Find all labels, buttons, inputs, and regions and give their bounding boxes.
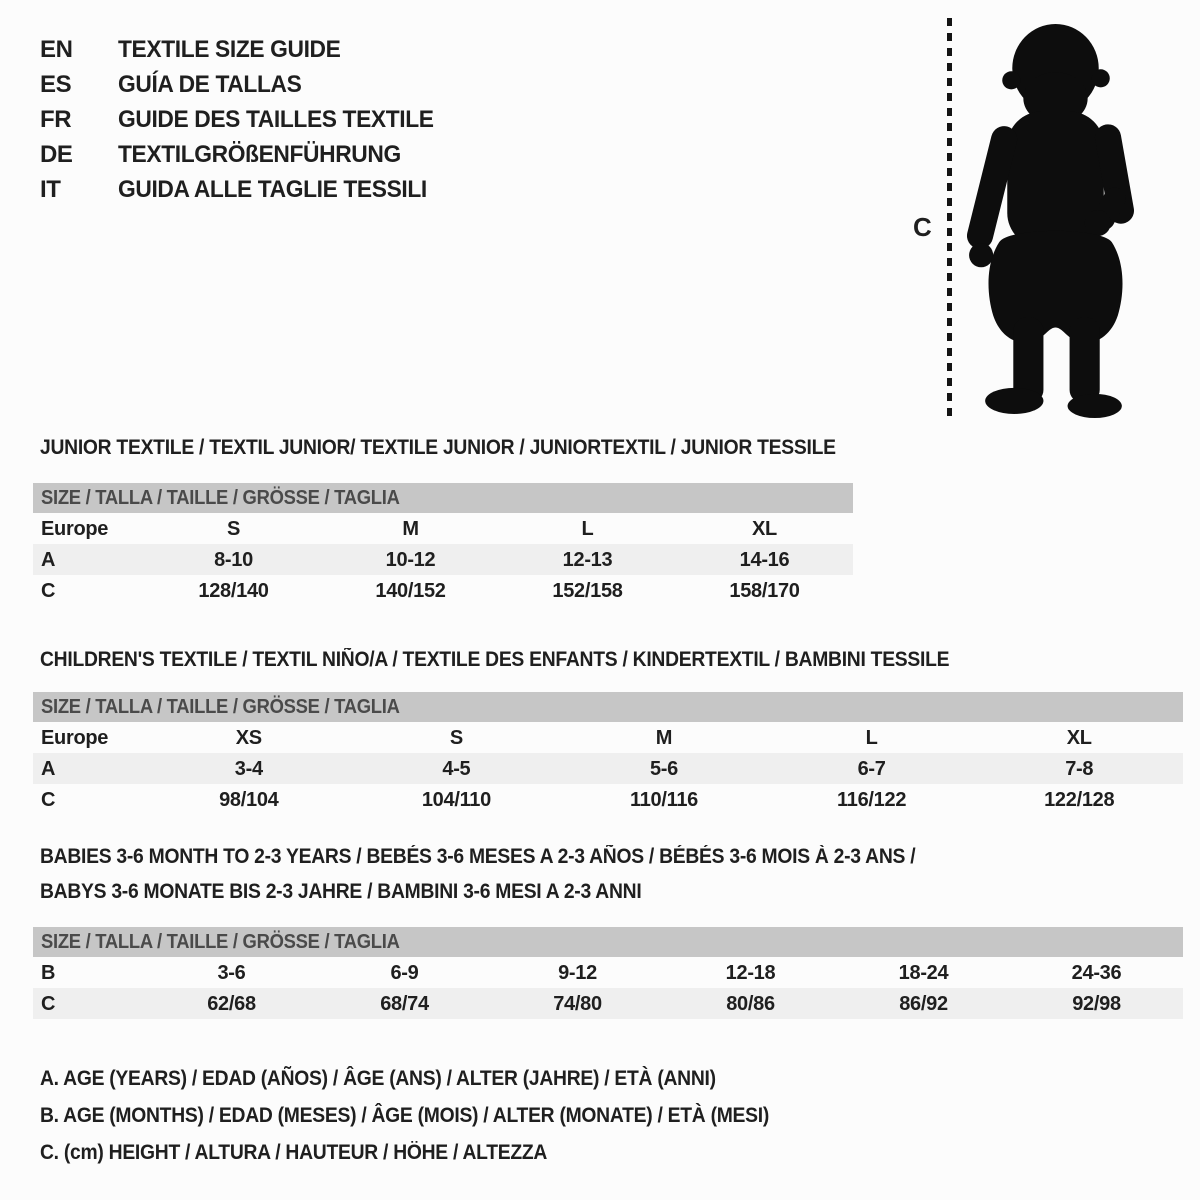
size-cell: 18-24 bbox=[898, 962, 949, 984]
size-cell: M bbox=[402, 518, 419, 540]
toddler-silhouette-icon bbox=[967, 16, 1142, 418]
size-cell: 3-6 bbox=[217, 962, 246, 984]
legend-line-age-months bbox=[40, 1097, 832, 1134]
junior-section-title bbox=[40, 436, 905, 460]
size-table-row-europe bbox=[33, 722, 1183, 753]
babies-section-title-line2-text: BABYS 3-6 MONATE BIS 2-3 JAHRE / BAMBINI 3-6 MESI A 2-3 ANNI bbox=[40, 880, 642, 903]
language-title-block bbox=[40, 32, 450, 207]
size-cell: 128/140 bbox=[198, 580, 269, 602]
size-table-row-c bbox=[33, 988, 1183, 1019]
size-cell: 62/68 bbox=[207, 993, 256, 1015]
size-cell: XL bbox=[1066, 727, 1092, 749]
size-cell: 122/128 bbox=[1044, 789, 1115, 811]
babies-size-table bbox=[33, 927, 1183, 1019]
lang-code: ES bbox=[40, 70, 72, 98]
row-label: C bbox=[41, 580, 56, 602]
size-cell: 14-16 bbox=[739, 549, 790, 571]
size-cell: 6-9 bbox=[390, 962, 419, 984]
babies-section-title-line1-text: BABIES 3-6 MONTH TO 2-3 YEARS / BEBÉS 3-6 MESES A 2-3 AÑOS / BÉBÉS 3-6 MOIS À 2-3 ANS / bbox=[40, 845, 916, 868]
junior-section-title-text: JUNIOR TEXTILE / TEXTIL JUNIOR/ TEXTILE JUNIOR / JUNIORTEXTIL / JUNIOR TESSILE bbox=[40, 436, 836, 459]
legend-line-age-years bbox=[40, 1060, 832, 1097]
row-label: B bbox=[41, 962, 56, 984]
lang-code: EN bbox=[40, 35, 73, 63]
size-cell: 24-36 bbox=[1071, 962, 1122, 984]
size-cell: 152/158 bbox=[552, 580, 623, 602]
size-cell: S bbox=[226, 518, 241, 540]
legend-height-text: C. (cm) HEIGHT / ALTURA / HAUTEUR / HÖHE / ALTEZZA bbox=[40, 1141, 548, 1164]
lang-code: IT bbox=[40, 175, 61, 203]
size-cell: 12-13 bbox=[562, 549, 613, 571]
children-section-title bbox=[40, 648, 1028, 672]
size-table-row-a bbox=[33, 753, 1183, 784]
row-label: C bbox=[41, 789, 56, 811]
size-cell: 158/170 bbox=[729, 580, 800, 602]
size-cell: 110/116 bbox=[629, 789, 698, 811]
legend-block bbox=[40, 1060, 832, 1171]
size-cell: 74/80 bbox=[553, 993, 602, 1015]
row-label: Europe bbox=[41, 518, 109, 540]
size-cell: 8-10 bbox=[214, 549, 253, 571]
size-table-header-text: SIZE / TALLA / TAILLE / GRÖSSE / TAGLIA bbox=[41, 931, 400, 953]
lang-row-fr bbox=[40, 102, 450, 137]
size-cell: 104/110 bbox=[421, 789, 491, 811]
size-table-header bbox=[33, 692, 1183, 722]
size-cell: 4-5 bbox=[442, 758, 471, 780]
size-table-row-europe bbox=[33, 513, 853, 544]
size-table-header bbox=[33, 927, 1183, 957]
legend-age-months-text: B. AGE (MONTHS) / EDAD (MESES) / ÂGE (MOIS) / ALTER (MONATE) / ETÀ (MESI) bbox=[40, 1104, 770, 1127]
size-cell: 7-8 bbox=[1065, 758, 1094, 780]
size-cell: 86/92 bbox=[899, 993, 948, 1015]
size-cell: XL bbox=[752, 518, 777, 540]
guide-title-it: GUIDA ALLE TAGLIE TESSILI bbox=[118, 175, 427, 203]
size-table-row-c bbox=[33, 784, 1183, 815]
height-figure bbox=[895, 12, 1165, 422]
height-label: C bbox=[913, 212, 932, 242]
size-cell: 68/74 bbox=[380, 993, 429, 1015]
lang-row-es bbox=[40, 67, 450, 102]
size-cell: S bbox=[449, 727, 463, 749]
size-table-row-b bbox=[33, 957, 1183, 988]
size-table-row-c bbox=[33, 575, 853, 606]
legend-age-years-text: A. AGE (YEARS) / EDAD (AÑOS) / ÂGE (ANS) / ALTER (JAHRE) / ETÀ (ANNI) bbox=[40, 1067, 716, 1090]
size-cell: L bbox=[581, 518, 594, 540]
lang-row-de bbox=[40, 137, 450, 172]
size-cell: 5-6 bbox=[649, 758, 678, 780]
size-cell: 3-4 bbox=[234, 758, 263, 780]
size-table-header-text: SIZE / TALLA / TAILLE / GRÖSSE / TAGLIA bbox=[41, 696, 400, 718]
size-cell: 6-7 bbox=[857, 758, 886, 780]
size-cell: 140/152 bbox=[375, 580, 446, 602]
height-dashed-line bbox=[947, 18, 952, 418]
legend-line-height bbox=[40, 1134, 832, 1171]
size-cell: 92/98 bbox=[1072, 993, 1121, 1015]
size-cell: 98/104 bbox=[219, 789, 279, 811]
size-cell: 116/122 bbox=[837, 789, 907, 811]
lang-code: DE bbox=[40, 140, 73, 168]
size-cell: 10-12 bbox=[385, 549, 436, 571]
lang-row-en bbox=[40, 32, 450, 67]
size-table-header-text: SIZE / TALLA / TAILLE / GRÖSSE / TAGLIA bbox=[41, 487, 400, 509]
guide-title-fr: GUIDE DES TAILLES TEXTILE bbox=[118, 105, 434, 133]
row-label: A bbox=[41, 549, 56, 571]
babies-section-title-line2 bbox=[40, 880, 694, 904]
lang-row-it bbox=[40, 172, 450, 207]
junior-size-table bbox=[33, 483, 853, 606]
babies-section-title-line1 bbox=[40, 845, 991, 869]
children-section-title-text: CHILDREN'S TEXTILE / TEXTIL NIÑO/A / TEXTILE DES ENFANTS / KINDERTEXTIL / BAMBINI TESSILE bbox=[40, 648, 950, 671]
row-label: Europe bbox=[41, 727, 109, 749]
children-size-table bbox=[33, 692, 1183, 815]
size-table-header bbox=[33, 483, 853, 513]
row-label: A bbox=[41, 758, 56, 780]
guide-title-de: TEXTILGRÖßENFÜHRUNG bbox=[118, 140, 401, 168]
size-cell: M bbox=[655, 727, 673, 749]
guide-title-en: TEXTILE SIZE GUIDE bbox=[118, 35, 341, 63]
row-label: C bbox=[41, 993, 56, 1015]
size-cell: 12-18 bbox=[725, 962, 776, 984]
size-cell: 80/86 bbox=[726, 993, 775, 1015]
lang-code: FR bbox=[40, 105, 72, 133]
guide-title-es: GUÍA DE TALLAS bbox=[118, 70, 302, 98]
size-cell: XS bbox=[235, 727, 262, 749]
size-table-row-a bbox=[33, 544, 853, 575]
size-cell: 9-12 bbox=[558, 962, 597, 984]
size-cell: L bbox=[865, 727, 878, 749]
